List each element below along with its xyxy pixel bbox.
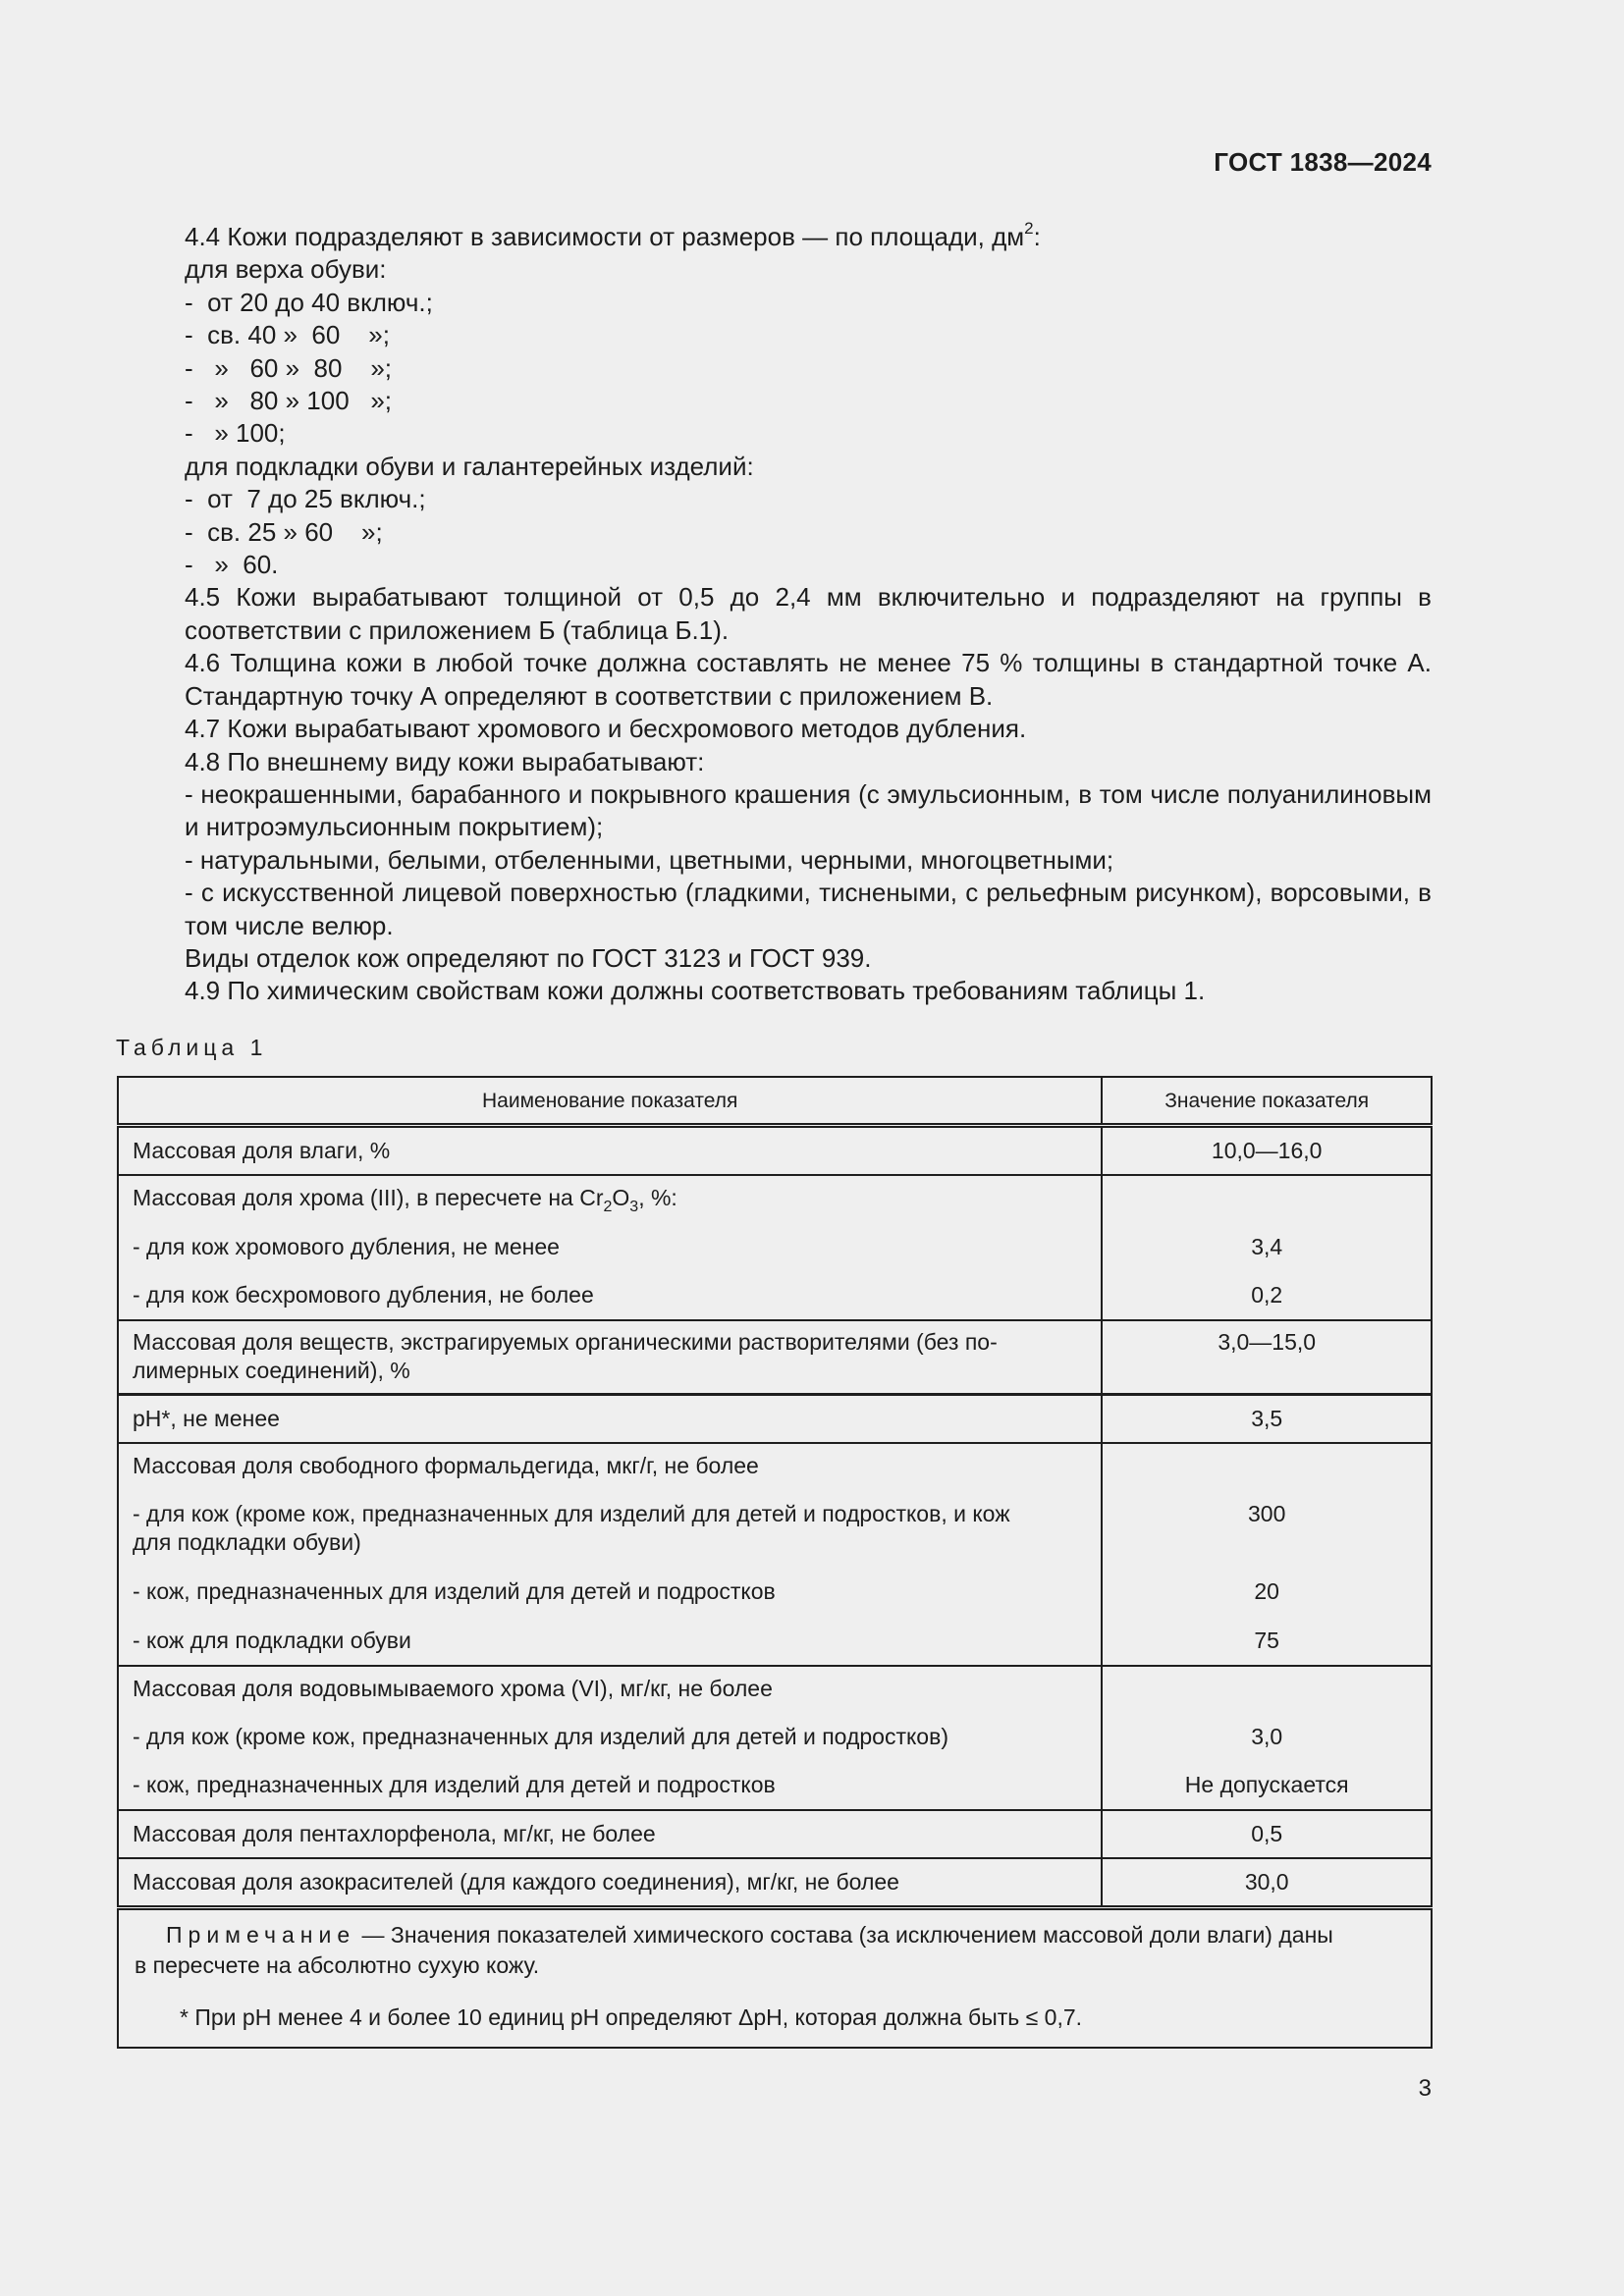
sub-row-value: 0,2	[1251, 1282, 1283, 1308]
note-text-line: в пересчете на абсолютно сухую кожу.	[135, 1952, 540, 1978]
row-name-line: Массовая доля веществ, экстрагируемых органическими растворителями (без по-	[133, 1329, 998, 1355]
row-name: Массовая доля пентахлорфенола, мг/кг, не более	[133, 1821, 656, 1846]
column-header-name: Наименование показателя	[118, 1077, 1102, 1126]
sub-row-name: - для кож (кроме кож, предназначенных для изделий для детей и подростков, и кож	[133, 1501, 1010, 1526]
clause-4-9: 4.9 По химическим свойствам кожи должны соответствовать требованиям таблицы 1.	[185, 976, 1206, 1006]
note-text: — Значения показателей химического состава (за исключением массовой доли влаги) даны	[355, 1922, 1333, 1948]
footnote: * При pH менее 4 и более 10 единиц pH определяют ΔpH, которая должна быть ≤ 0,7.	[180, 2004, 1083, 2030]
sub-row-name: - для кож (кроме кож, предназначенных для изделий для детей и подростков)	[133, 1724, 948, 1749]
table-row	[118, 1810, 1432, 1858]
body-text	[118, 221, 1432, 1008]
table-note	[118, 1908, 1432, 2049]
column-header-value: Значение показателя	[1102, 1077, 1432, 1126]
table-row	[118, 1858, 1432, 1908]
clause-4-7: 4.7 Кожи вырабатывают хромового и бесхромового методов дубления.	[185, 714, 1027, 744]
row-name: Массовая доля свободного формальдегида, мкг/г, не более	[133, 1453, 759, 1478]
sub-row-name: - для кож бесхромового дубления, не более	[133, 1282, 594, 1308]
upper-item: - от 20 до 40 включ.;	[185, 287, 433, 317]
upper-item: - » 60 » 80 »;	[185, 352, 393, 383]
table-row	[118, 1666, 1432, 1810]
clause-4-8-item: - натуральными, белыми, отбеленными, цветными, черными, многоцветными;	[185, 844, 1114, 875]
row-value: 0,5	[1251, 1821, 1283, 1846]
lining-title: для подкладки обуви и галантерейных изделий:	[185, 451, 754, 481]
table-row	[118, 1395, 1432, 1444]
sub-row-value: 3,0	[1251, 1724, 1283, 1749]
note-label: Примечание	[166, 1922, 356, 1948]
clause-4-8-item: - неокрашенными, барабанного и покрывного крашения (с эмульсионным, в том числе полуанилиновым и нитроэмульсионным покрытием);	[185, 778, 1432, 842]
sub-row-value: 3,4	[1251, 1234, 1283, 1259]
sub-row-name: - для кож хромового дубления, не менее	[133, 1234, 560, 1259]
row-value: 10,0—16,0	[1211, 1138, 1323, 1163]
table-row	[118, 1175, 1432, 1320]
finishes-paragraph: Виды отделок кож определяют по ГОСТ 3123 и ГОСТ 939.	[185, 942, 872, 973]
upper-item: - св. 40 » 60 »;	[185, 320, 390, 350]
table-row	[118, 1320, 1432, 1395]
sub-row-value: 20	[1254, 1578, 1279, 1604]
sub-row-value: 75	[1254, 1628, 1279, 1653]
table-header-row	[118, 1077, 1432, 1126]
page-number: 3	[1418, 2075, 1432, 2102]
table-caption: Таблица 1	[116, 1035, 268, 1060]
row-value: 3,5	[1251, 1406, 1283, 1431]
superscript: 2	[1024, 219, 1034, 239]
sub-row-name: - кож для подкладки обуви	[133, 1628, 411, 1653]
upper-item: - » 100;	[185, 418, 286, 449]
row-name: Массовая доля хрома (III), в пересчете на $Cr_2O_3$, %:	[133, 1185, 677, 1215]
upper-item: - » 80 » 100 »;	[185, 386, 393, 416]
clause-4-4-intro: 4.4 Кожи подразделяют в зависимости от размеров — по площади, $дм^2$:	[185, 219, 1041, 251]
sub-row-value: Не допускается	[1184, 1772, 1349, 1797]
upper-title: для верха обуви:	[185, 254, 387, 285]
row-value: 30,0	[1244, 1869, 1289, 1895]
sub-row-value: 300	[1248, 1501, 1286, 1526]
clause-4-8: 4.8 По внешнему виду кожи вырабатывают:	[185, 746, 705, 776]
clause-4-8-item: - с искусственной лицевой поверхностью (гладкими, тиснеными, с рельефным рисунком), ворсовыми, в том числе велюр.	[185, 878, 1432, 940]
row-name: pH*, не менее	[133, 1406, 280, 1431]
row-name: Массовая доля водовымываемого хрома (VI), мг/кг, не более	[133, 1676, 773, 1701]
lining-item: - » 60.	[185, 550, 279, 580]
row-name: Массовая доля азокрасителей (для каждого соединения), мг/кг, не более	[133, 1869, 899, 1895]
table-note-row	[118, 1908, 1432, 2049]
sub-row-name: - кож, предназначенных для изделий для детей и подростков	[133, 1772, 776, 1797]
document-id-header: ГОСТ 1838—2024	[1214, 147, 1432, 177]
lining-item: - от 7 до 25 включ.;	[185, 484, 426, 514]
table-row	[118, 1126, 1432, 1176]
clause-4-5: 4.5 Кожи вырабатывают толщиной от 0,5 до 2,4 мм включительно и подразделяют на группы в соответствии с приложением Б (таблица Б.1).	[185, 582, 1432, 645]
lining-item: - св. 25 » 60 »;	[185, 516, 383, 547]
chemical-properties-table	[117, 1076, 1433, 2049]
sub-row-name: - кож, предназначенных для изделий для детей и подростков	[133, 1578, 776, 1604]
clause-4-6: 4.6 Толщина кожи в любой точке должна составлять не менее 75 % толщины в стандартной точке А. Стандартную точку А определяют в соответствии с приложением В.	[185, 648, 1432, 711]
row-name: Массовая доля влаги, %	[133, 1138, 391, 1163]
row-name-line: лимерных соединений), %	[133, 1358, 410, 1383]
table-row	[118, 1443, 1432, 1666]
sub-row-name: для подкладки обуви)	[133, 1529, 361, 1555]
row-value: 3,0—15,0	[1218, 1329, 1317, 1355]
